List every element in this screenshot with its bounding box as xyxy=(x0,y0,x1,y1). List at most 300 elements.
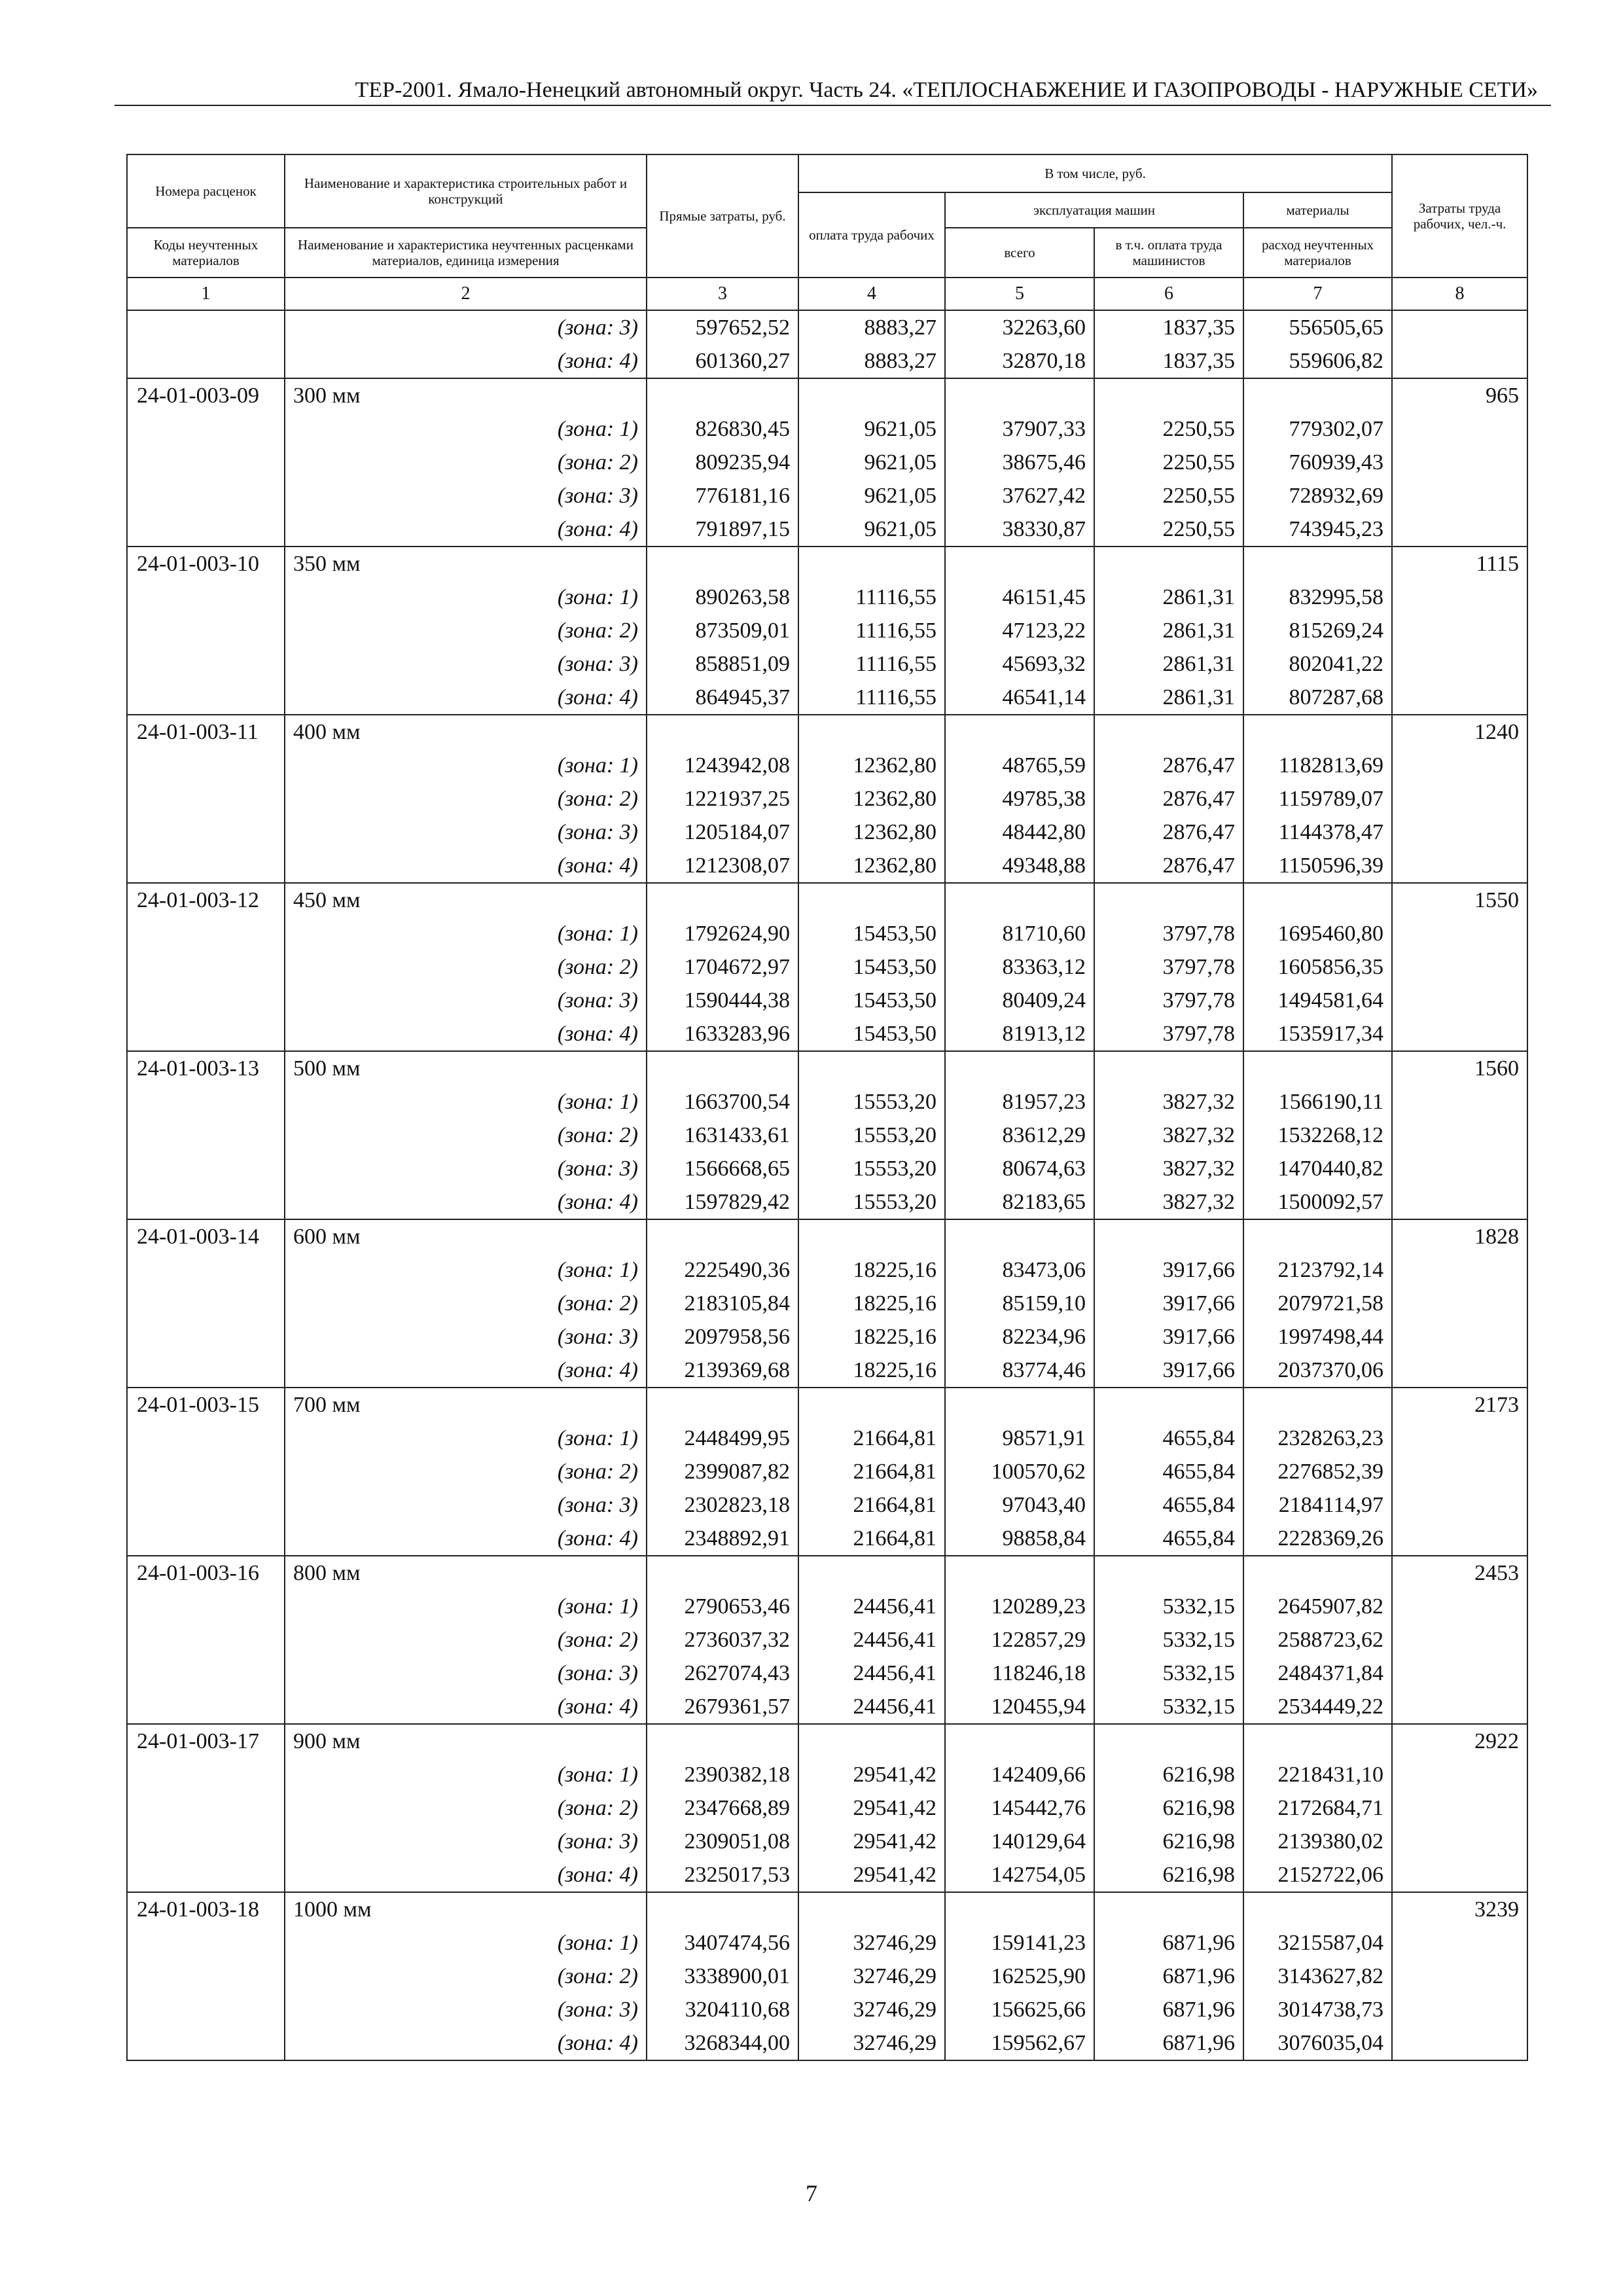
cell-machines-total: 83612,29 xyxy=(945,1119,1094,1152)
cell-machinist-pay: 2250,55 xyxy=(1094,412,1243,446)
cell-labor-pay: 12362,80 xyxy=(798,816,945,849)
cell-work-name: (зона: 4) xyxy=(285,1354,647,1388)
running-header: ТЕР-2001. Ямало-Ненецкий автономный округ. Часть 24. «ТЕПЛОСНАБЖЕНИЕ И ГАЗОПРОВОДЫ - НАРУЖНЫЕ СЕТИ» xyxy=(355,78,1538,102)
rate-group-row xyxy=(127,1388,1527,1422)
col-number: 6 xyxy=(1094,278,1243,310)
cell-labor-hours: 1115 xyxy=(1392,547,1527,581)
cell-direct-costs: 2325017,53 xyxy=(647,1858,798,1892)
cell-rate-code xyxy=(127,816,285,849)
cell-machinist-pay: 1837,35 xyxy=(1094,344,1243,378)
cell-rate-code xyxy=(127,749,285,782)
cell-materials-cost: 2645907,82 xyxy=(1243,1590,1392,1623)
cell-labor-pay: 18225,16 xyxy=(798,1253,945,1287)
cell-machinist-pay: 3797,78 xyxy=(1094,917,1243,950)
cell-labor-hours xyxy=(1392,1017,1527,1051)
cell-work-name: (зона: 3) xyxy=(285,1825,647,1858)
zone-row xyxy=(127,1354,1527,1388)
rate-group-row xyxy=(127,1051,1527,1085)
cell-machinist-pay xyxy=(1094,1051,1243,1085)
cell-work-name: 900 мм xyxy=(285,1724,647,1758)
cell-machines-total: 145442,76 xyxy=(945,1791,1094,1825)
cell-materials-cost: 815269,24 xyxy=(1243,614,1392,647)
cell-machines-total: 45693,32 xyxy=(945,647,1094,681)
cell-labor-hours xyxy=(1392,984,1527,1017)
cell-machines-total: 156625,66 xyxy=(945,1993,1094,2026)
cell-materials-cost: 559606,82 xyxy=(1243,344,1392,378)
cell-labor-hours xyxy=(1392,647,1527,681)
cell-labor-hours xyxy=(1392,749,1527,782)
cell-direct-costs: 1704672,97 xyxy=(647,950,798,984)
cell-labor-hours xyxy=(1392,1926,1527,1960)
cell-direct-costs: 1221937,25 xyxy=(647,782,798,816)
cell-machinist-pay xyxy=(1094,883,1243,917)
cell-machines-total: 83473,06 xyxy=(945,1253,1094,1287)
col-number: 7 xyxy=(1243,278,1392,310)
cell-materials-cost: 3143627,82 xyxy=(1243,1960,1392,1993)
cell-rate-code xyxy=(127,512,285,547)
col-header-machines: эксплуатация машин xyxy=(945,192,1243,228)
cell-materials-cost: 2228369,26 xyxy=(1243,1522,1392,1556)
cell-labor-hours xyxy=(1392,2026,1527,2060)
cell-rate-code xyxy=(127,412,285,446)
cell-labor-pay: 32746,29 xyxy=(798,1960,945,1993)
cell-machinist-pay: 2876,47 xyxy=(1094,749,1243,782)
cell-labor-pay xyxy=(798,1892,945,1926)
zone-row xyxy=(127,816,1527,849)
cell-machines-total: 81710,60 xyxy=(945,917,1094,950)
cell-machinist-pay: 6871,96 xyxy=(1094,1926,1243,1960)
cell-work-name: (зона: 3) xyxy=(285,1993,647,2026)
cell-work-name: (зона: 3) xyxy=(285,1488,647,1522)
cell-work-name: (зона: 2) xyxy=(285,614,647,647)
cell-labor-pay: 15553,20 xyxy=(798,1185,945,1219)
cell-machinist-pay xyxy=(1094,547,1243,581)
cell-machines-total: 159141,23 xyxy=(945,1926,1094,1960)
cell-machinist-pay: 3917,66 xyxy=(1094,1287,1243,1320)
cell-machines-total: 162525,90 xyxy=(945,1960,1094,1993)
cell-direct-costs: 2627074,43 xyxy=(647,1657,798,1690)
rate-group-row xyxy=(127,378,1527,412)
cell-labor-hours xyxy=(1392,581,1527,614)
cell-direct-costs: 1212308,07 xyxy=(647,849,798,883)
cell-work-name: 450 мм xyxy=(285,883,647,917)
cell-direct-costs xyxy=(647,883,798,917)
cell-rate-code xyxy=(127,310,285,344)
cell-rate-code xyxy=(127,1623,285,1657)
zone-row xyxy=(127,1287,1527,1320)
cell-rate-code xyxy=(127,1825,285,1858)
cell-rate-code xyxy=(127,1690,285,1724)
zone-row xyxy=(127,1657,1527,1690)
cell-labor-hours xyxy=(1392,310,1527,344)
cell-materials-cost xyxy=(1243,1724,1392,1758)
cell-machines-total xyxy=(945,1892,1094,1926)
cell-labor-pay: 15553,20 xyxy=(798,1152,945,1185)
cell-machinist-pay: 6871,96 xyxy=(1094,1993,1243,2026)
cell-rate-code: 24-01-003-16 xyxy=(127,1556,285,1590)
cell-work-name: (зона: 2) xyxy=(285,1287,647,1320)
cell-direct-costs: 864945,37 xyxy=(647,681,798,715)
cell-labor-pay: 15553,20 xyxy=(798,1085,945,1119)
cell-materials-cost: 2123792,14 xyxy=(1243,1253,1392,1287)
cell-labor-pay: 24456,41 xyxy=(798,1590,945,1623)
cell-work-name: (зона: 4) xyxy=(285,344,647,378)
cell-labor-hours xyxy=(1392,1488,1527,1522)
cell-rate-code xyxy=(127,1590,285,1623)
cell-materials-cost: 1695460,80 xyxy=(1243,917,1392,950)
cell-machinist-pay: 3797,78 xyxy=(1094,984,1243,1017)
cell-work-name: 700 мм xyxy=(285,1388,647,1422)
cell-machinist-pay xyxy=(1094,378,1243,412)
cell-labor-hours: 2173 xyxy=(1392,1388,1527,1422)
col-header-machines-total: всего xyxy=(945,228,1094,278)
cell-labor-hours xyxy=(1392,1960,1527,1993)
zone-row xyxy=(127,1119,1527,1152)
cell-labor-pay: 11116,55 xyxy=(798,614,945,647)
cell-labor-hours xyxy=(1392,681,1527,715)
cell-direct-costs: 3407474,56 xyxy=(647,1926,798,1960)
cell-materials-cost xyxy=(1243,715,1392,749)
cell-machinist-pay: 3797,78 xyxy=(1094,950,1243,984)
cell-machines-total: 80409,24 xyxy=(945,984,1094,1017)
cell-rate-code: 24-01-003-09 xyxy=(127,378,285,412)
cell-labor-pay xyxy=(798,883,945,917)
cell-work-name: (зона: 3) xyxy=(285,479,647,512)
cell-rate-code: 24-01-003-15 xyxy=(127,1388,285,1422)
cell-rate-code xyxy=(127,1253,285,1287)
zone-row xyxy=(127,782,1527,816)
zone-row xyxy=(127,344,1527,378)
zone-row xyxy=(127,1825,1527,1858)
cell-machinist-pay xyxy=(1094,1556,1243,1590)
cell-work-name: (зона: 4) xyxy=(285,1522,647,1556)
cell-materials-cost: 1532268,12 xyxy=(1243,1119,1392,1152)
cell-labor-pay: 29541,42 xyxy=(798,1858,945,1892)
col-header-materials: материалы xyxy=(1243,192,1392,228)
cell-labor-pay: 24456,41 xyxy=(798,1623,945,1657)
cell-direct-costs: 2302823,18 xyxy=(647,1488,798,1522)
cell-materials-cost: 2484371,84 xyxy=(1243,1657,1392,1690)
cell-machinist-pay xyxy=(1094,1724,1243,1758)
cell-labor-hours xyxy=(1392,1455,1527,1488)
cell-labor-hours xyxy=(1392,614,1527,647)
cell-rate-code xyxy=(127,2026,285,2060)
cell-work-name: 600 мм xyxy=(285,1219,647,1253)
cell-work-name: (зона: 4) xyxy=(285,1017,647,1051)
zone-row xyxy=(127,581,1527,614)
col-header-material-names: Наименование и характеристика неучтенных расценками материалов, единица измерения xyxy=(285,228,647,278)
cell-machines-total xyxy=(945,1219,1094,1253)
cell-direct-costs: 826830,45 xyxy=(647,412,798,446)
cell-materials-cost: 1494581,64 xyxy=(1243,984,1392,1017)
cell-machines-total: 80674,63 xyxy=(945,1152,1094,1185)
cell-materials-cost: 728932,69 xyxy=(1243,479,1392,512)
cell-labor-hours xyxy=(1392,1422,1527,1455)
cell-machines-total: 46541,14 xyxy=(945,681,1094,715)
cell-machines-total: 81957,23 xyxy=(945,1085,1094,1119)
cell-materials-cost xyxy=(1243,547,1392,581)
cell-labor-pay: 15553,20 xyxy=(798,1119,945,1152)
cell-direct-costs: 2097958,56 xyxy=(647,1320,798,1354)
zone-row xyxy=(127,479,1527,512)
cell-direct-costs: 2183105,84 xyxy=(647,1287,798,1320)
zone-row xyxy=(127,1623,1527,1657)
cell-labor-hours xyxy=(1392,1354,1527,1388)
cell-machinist-pay: 3827,32 xyxy=(1094,1085,1243,1119)
col-header-direct-costs: Прямые затраты, руб. xyxy=(647,154,798,278)
cell-machinist-pay xyxy=(1094,1892,1243,1926)
cell-direct-costs: 1631433,61 xyxy=(647,1119,798,1152)
cell-direct-costs: 1633283,96 xyxy=(647,1017,798,1051)
cell-labor-hours xyxy=(1392,1590,1527,1623)
cell-work-name: (зона: 1) xyxy=(285,581,647,614)
cell-materials-cost: 3014738,73 xyxy=(1243,1993,1392,2026)
cell-work-name: 800 мм xyxy=(285,1556,647,1590)
rates-table xyxy=(126,154,1528,2061)
cell-labor-hours: 2453 xyxy=(1392,1556,1527,1590)
cell-labor-hours: 1828 xyxy=(1392,1219,1527,1253)
cell-materials-cost xyxy=(1243,1219,1392,1253)
cell-labor-pay: 12362,80 xyxy=(798,782,945,816)
col-header-labor-hours: Затраты труда рабочих, чел.-ч. xyxy=(1392,154,1527,278)
cell-machinist-pay: 2250,55 xyxy=(1094,446,1243,479)
cell-materials-cost: 2218431,10 xyxy=(1243,1758,1392,1791)
cell-work-name: (зона: 4) xyxy=(285,512,647,547)
cell-materials-cost: 1605856,35 xyxy=(1243,950,1392,984)
cell-labor-pay: 29541,42 xyxy=(798,1825,945,1858)
cell-labor-pay: 15453,50 xyxy=(798,984,945,1017)
cell-machinist-pay: 3827,32 xyxy=(1094,1152,1243,1185)
rates-body xyxy=(127,310,1527,2060)
cell-machines-total: 118246,18 xyxy=(945,1657,1094,1690)
cell-rate-code xyxy=(127,1017,285,1051)
header-rule xyxy=(115,105,1551,106)
zone-row xyxy=(127,950,1527,984)
cell-direct-costs: 1205184,07 xyxy=(647,816,798,849)
cell-work-name: 1000 мм xyxy=(285,1892,647,1926)
cell-labor-pay xyxy=(798,1556,945,1590)
cell-work-name: (зона: 2) xyxy=(285,950,647,984)
cell-machines-total xyxy=(945,1724,1094,1758)
cell-machines-total: 38675,46 xyxy=(945,446,1094,479)
cell-machines-total: 120455,94 xyxy=(945,1690,1094,1724)
cell-rate-code: 24-01-003-12 xyxy=(127,883,285,917)
rate-group-row xyxy=(127,715,1527,749)
zone-row xyxy=(127,1253,1527,1287)
cell-labor-pay: 9621,05 xyxy=(798,479,945,512)
cell-direct-costs: 1243942,08 xyxy=(647,749,798,782)
cell-rate-code xyxy=(127,1287,285,1320)
cell-machinist-pay: 4655,84 xyxy=(1094,1522,1243,1556)
cell-work-name: (зона: 2) xyxy=(285,1960,647,1993)
cell-rate-code xyxy=(127,1522,285,1556)
cell-labor-hours xyxy=(1392,1993,1527,2026)
cell-materials-cost: 1182813,69 xyxy=(1243,749,1392,782)
cell-materials-cost: 2152722,06 xyxy=(1243,1858,1392,1892)
cell-machines-total: 120289,23 xyxy=(945,1590,1094,1623)
cell-materials-cost xyxy=(1243,1051,1392,1085)
cell-direct-costs xyxy=(647,547,798,581)
zone-row xyxy=(127,1590,1527,1623)
zone-row xyxy=(127,1858,1527,1892)
cell-machinist-pay: 3797,78 xyxy=(1094,1017,1243,1051)
cell-work-name: (зона: 1) xyxy=(285,1085,647,1119)
cell-labor-pay: 15453,50 xyxy=(798,1017,945,1051)
cell-labor-pay xyxy=(798,547,945,581)
cell-labor-pay: 18225,16 xyxy=(798,1354,945,1388)
cell-labor-pay xyxy=(798,1051,945,1085)
cell-materials-cost: 743945,23 xyxy=(1243,512,1392,547)
cell-materials-cost: 2328263,23 xyxy=(1243,1422,1392,1455)
zone-row xyxy=(127,2026,1527,2060)
cell-machinist-pay: 3917,66 xyxy=(1094,1253,1243,1287)
cell-labor-hours xyxy=(1392,1623,1527,1657)
cell-rate-code xyxy=(127,1152,285,1185)
cell-direct-costs: 809235,94 xyxy=(647,446,798,479)
cell-direct-costs: 3204110,68 xyxy=(647,1993,798,2026)
cell-work-name: (зона: 4) xyxy=(285,1858,647,1892)
cell-machinist-pay xyxy=(1094,1388,1243,1422)
cell-work-name: (зона: 3) xyxy=(285,1320,647,1354)
cell-rate-code xyxy=(127,1960,285,1993)
col-number: 8 xyxy=(1392,278,1527,310)
cell-labor-pay: 29541,42 xyxy=(798,1791,945,1825)
cell-machinist-pay: 3917,66 xyxy=(1094,1320,1243,1354)
cell-machinist-pay: 2861,31 xyxy=(1094,647,1243,681)
cell-work-name: (зона: 3) xyxy=(285,310,647,344)
cell-machinist-pay: 6216,98 xyxy=(1094,1825,1243,1858)
cell-rate-code xyxy=(127,1791,285,1825)
cell-labor-pay: 21664,81 xyxy=(798,1455,945,1488)
cell-materials-cost: 2172684,71 xyxy=(1243,1791,1392,1825)
cell-labor-pay: 8883,27 xyxy=(798,344,945,378)
zone-row xyxy=(127,412,1527,446)
zone-row xyxy=(127,647,1527,681)
cell-labor-pay xyxy=(798,715,945,749)
cell-machines-total: 32870,18 xyxy=(945,344,1094,378)
col-header-including: В том числе, руб. xyxy=(798,154,1392,192)
cell-direct-costs: 2309051,08 xyxy=(647,1825,798,1858)
cell-machines-total: 82183,65 xyxy=(945,1185,1094,1219)
cell-direct-costs: 1590444,38 xyxy=(647,984,798,1017)
cell-labor-pay: 9621,05 xyxy=(798,512,945,547)
cell-labor-hours: 1240 xyxy=(1392,715,1527,749)
cell-work-name: 400 мм xyxy=(285,715,647,749)
cell-machines-total: 83363,12 xyxy=(945,950,1094,984)
cell-machinist-pay: 2861,31 xyxy=(1094,681,1243,715)
cell-labor-hours: 1550 xyxy=(1392,883,1527,917)
col-number: 4 xyxy=(798,278,945,310)
cell-machinist-pay: 5332,15 xyxy=(1094,1657,1243,1690)
cell-machines-total xyxy=(945,547,1094,581)
cell-materials-cost: 1997498,44 xyxy=(1243,1320,1392,1354)
cell-direct-costs xyxy=(647,1556,798,1590)
zone-row xyxy=(127,1926,1527,1960)
cell-materials-cost: 2588723,62 xyxy=(1243,1623,1392,1657)
cell-direct-costs: 2347668,89 xyxy=(647,1791,798,1825)
zone-row xyxy=(127,749,1527,782)
cell-labor-hours: 1560 xyxy=(1392,1051,1527,1085)
cell-machines-total xyxy=(945,1388,1094,1422)
zone-row xyxy=(127,1185,1527,1219)
cell-direct-costs: 2348892,91 xyxy=(647,1522,798,1556)
cell-rate-code: 24-01-003-17 xyxy=(127,1724,285,1758)
cell-direct-costs: 2790653,46 xyxy=(647,1590,798,1623)
cell-machines-total: 46151,45 xyxy=(945,581,1094,614)
cell-rate-code: 24-01-003-14 xyxy=(127,1219,285,1253)
cell-machinist-pay: 6871,96 xyxy=(1094,1960,1243,1993)
cell-work-name: (зона: 2) xyxy=(285,1455,647,1488)
cell-rate-code xyxy=(127,917,285,950)
cell-machinist-pay: 4655,84 xyxy=(1094,1488,1243,1522)
cell-rate-code xyxy=(127,446,285,479)
cell-materials-cost xyxy=(1243,378,1392,412)
cell-materials-cost xyxy=(1243,1556,1392,1590)
cell-labor-pay: 21664,81 xyxy=(798,1422,945,1455)
cell-machines-total xyxy=(945,1556,1094,1590)
cell-labor-pay: 32746,29 xyxy=(798,1993,945,2026)
cell-labor-hours xyxy=(1392,1690,1527,1724)
cell-materials-cost: 760939,43 xyxy=(1243,446,1392,479)
cell-labor-hours xyxy=(1392,849,1527,883)
cell-machines-total: 81913,12 xyxy=(945,1017,1094,1051)
cell-rate-code xyxy=(127,581,285,614)
cell-labor-pay: 9621,05 xyxy=(798,446,945,479)
cell-labor-hours: 965 xyxy=(1392,378,1527,412)
cell-labor-hours: 3239 xyxy=(1392,1892,1527,1926)
cell-work-name: (зона: 2) xyxy=(285,446,647,479)
zone-row xyxy=(127,1422,1527,1455)
cell-direct-costs: 776181,16 xyxy=(647,479,798,512)
cell-labor-pay: 8883,27 xyxy=(798,310,945,344)
cell-machines-total: 122857,29 xyxy=(945,1623,1094,1657)
cell-materials-cost: 2037370,06 xyxy=(1243,1354,1392,1388)
cell-work-name: (зона: 3) xyxy=(285,1657,647,1690)
cell-labor-hours xyxy=(1392,1119,1527,1152)
cell-direct-costs: 2225490,36 xyxy=(647,1253,798,1287)
cell-work-name: (зона: 4) xyxy=(285,1690,647,1724)
rate-group-row xyxy=(127,883,1527,917)
cell-rate-code xyxy=(127,1185,285,1219)
cell-machines-total: 48765,59 xyxy=(945,749,1094,782)
cell-machines-total: 159562,67 xyxy=(945,2026,1094,2060)
rate-group-row xyxy=(127,1892,1527,1926)
col-header-labor-pay: оплата труда рабочих xyxy=(798,192,945,278)
cell-labor-hours xyxy=(1392,782,1527,816)
cell-labor-hours xyxy=(1392,816,1527,849)
cell-machinist-pay: 4655,84 xyxy=(1094,1455,1243,1488)
cell-rate-code xyxy=(127,614,285,647)
cell-rate-code xyxy=(127,1354,285,1388)
cell-machines-total: 100570,62 xyxy=(945,1455,1094,1488)
rate-group-row xyxy=(127,547,1527,581)
cell-machinist-pay: 5332,15 xyxy=(1094,1690,1243,1724)
cell-materials-cost: 2139380,02 xyxy=(1243,1825,1392,1858)
cell-rate-code xyxy=(127,1422,285,1455)
cell-direct-costs: 858851,09 xyxy=(647,647,798,681)
cell-labor-hours xyxy=(1392,1791,1527,1825)
cell-rate-code xyxy=(127,1858,285,1892)
cell-materials-cost: 807287,68 xyxy=(1243,681,1392,715)
cell-materials-cost: 1566190,11 xyxy=(1243,1085,1392,1119)
cell-labor-hours xyxy=(1392,412,1527,446)
cell-rate-code xyxy=(127,1455,285,1488)
cell-direct-costs: 791897,15 xyxy=(647,512,798,547)
cell-work-name: (зона: 1) xyxy=(285,1926,647,1960)
cell-work-name: (зона: 1) xyxy=(285,412,647,446)
cell-direct-costs: 601360,27 xyxy=(647,344,798,378)
cell-labor-hours xyxy=(1392,1185,1527,1219)
